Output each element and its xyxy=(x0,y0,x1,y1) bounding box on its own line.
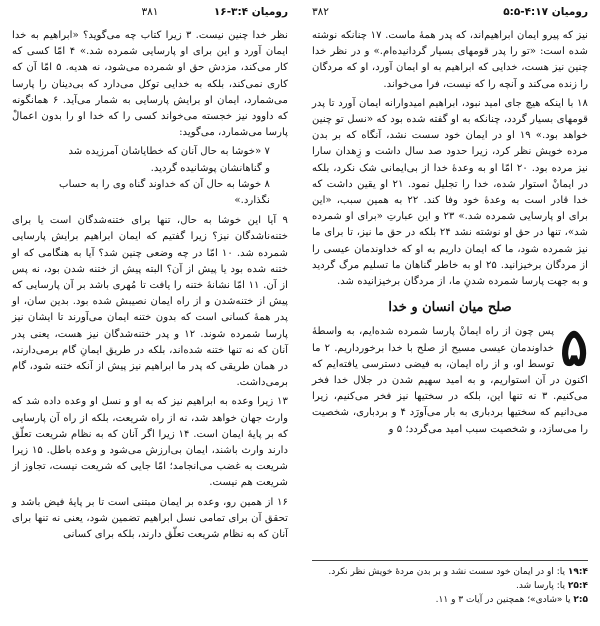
section-heading: صلح میان انسان و خدا xyxy=(388,300,512,316)
paragraph: نظر خدا چنین نیست. ۳ زیرا کتاب چه می‌گوید؟ «ابراهیم به خدا ایمان آورد و این برای او پارسایی شمرده شد.» ۴ امّا کسی که کار می‌کند، مزدش حق او شمرده می‌شود، نه هدیه. ۵ امّا آن که کاری نمی‌کند، بلکه به خدایی توکل می‌دارد که بی‌دینان را پارسا می‌شمارد، ایمان او برایش پارسایی به شمار می‌آید. ۶ همانگونه که داوود نیز خجسته می‌خواند کسی را که خدا او را بدون اعمالْ پارسا می‌شمارد، می‌گوید: xyxy=(12,30,288,139)
text-column xyxy=(12,28,288,546)
running-head: رومیان ۴:۱۷-۵:۵ xyxy=(503,6,588,18)
paragraph: ۱۳ زیرا وعده به ابراهیم نیز که به او و نسل او وعده داده شد که وارث جهان خواهد شد، نه از راه شریعت، بلکه از راه آن پارسایی که بر پایهٔ ایمان است. ۱۴ زیرا اگر آنان که به نظام شریعت تعلّق دارند وارث باشند، ایمان بی‌ارزش می‌شود و وعده باطل. ۱۵ زیرا شریعت به غضب می‌انجامد؛ امّا جایی که شریعت نیست، تجاوز از شریعت هم نیست. xyxy=(12,396,288,489)
page-number: ۳۸۱ xyxy=(141,6,159,18)
paragraph: نیز که پیرو ایمان ابراهیم‌اند، که پدر همهٔ ماست. ۱۷ چنانکه نوشته شده است: «تو را پدر قومهای بسیار گردانیده‌ام.» و در نظر خدا چنین نیز هست، خدایی که ابراهیم به او ایمان آورد، او که مردگان را زنده می‌کند و آنچه را که نیست، فرا می‌خواند. xyxy=(312,30,589,90)
footnote: ۲:۵ یا «شادی»؛ همچنین در آیات ۳ و ۱۱. xyxy=(435,595,588,605)
footnote: ۱۹:۴ یا: او در ایمان خود سست نشد و بر بدن مردهٔ خویش نظر نکرد. xyxy=(328,567,588,577)
chapter-number-dropcap: ۵ xyxy=(560,317,588,379)
poetry-line: و گناهانشان پوشانیده گردید. xyxy=(150,162,270,174)
footnote-rule xyxy=(312,560,588,561)
paragraph: ۱۸ با اینکه هیچ جای امید نبود، ابراهیم امیدوارانه ایمان آورد تا پدر قومهای بسیار گردد، چنانکه به او گفته شده بود که «نسل تو چنین خواهد بود.» ۱۹ او در ایمان خود سست نشد، آنگاه که بر بدن مرده خویش نظر کرد، زیرا حدود صد سال داشت و زِهدان سارا نیز مرده بود. ۲۰ امّا او به وعدهٔ خدا از بی‌ایمانی شک نکرد، بلکه در ایمانْ استوار شده، خدا را تجلیل نمود. ۲۱ او یقین داشت که خدا قادر است به وعدهٔ خود وفا کند. ۲۲ به همین سبب، «این برای او پارسایی شمرده شد.» ۲۳ و این عبارتِ «برای او شمرده شد»، تنها در حق او نوشته نشد ۲۴ بلکه در حق ما نیز، تا برای ما نیز شمرده شود، ما که ایمان داریم به او که خداوندمان عیسی را از مردگان برخیزانید. ۲۵ او به خاطر گناهان ما تسلیم مرگ گردید و به جهت پارسا شمرده شدنِ ما، از مردگان برخیزانیده شد. xyxy=(312,97,589,288)
text-column xyxy=(312,28,588,441)
page-header xyxy=(12,6,288,22)
poetry-line: ۷ «خوشا به حال آنان که خطایاشان آمرزیده شد xyxy=(68,146,270,158)
poetry-line: ۸ خوشا به حال آن که خداوند گناه وی را به حساب xyxy=(59,178,270,190)
paragraph: ۹ آیا این خوشا به حال، تنها برای ختنه‌شدگان است یا برای ختنه‌ناشدگان نیز؟ زیرا گفتیم که ایمان ابراهیم برایش پارسایی شمرده شد. ۱۰ امّا در چه وضعی چنین شد؟ آیا به هنگامی که او ختنه شده بود یا پیش از آن؟ البته پیش از ختنه شدن بود، نه پس از آن. ۱۱ امّا نشانهٔ ختنه را یافت تا مُهری باشد بر آن پارسایی که پیش از ختنه‌شدن و از راه ایمان نصیبش شده بود. بدین سان، او پدر همهٔ کسانی است که بدون ختنه ایمان می‌آورند تا ایشان نیز پارسا شمرده شوند. ۱۲ و پدر ختنه‌شدگان نیز هست، یعنی پدر آنان که نه تنها ختنه شده‌اند، بلکه در طریق ایمانِ گام برمی‌دارند، در همان طریقی که پدر ما ابراهیم نیز پیش از آنکه ختنه شود، گام برمی‌داشت. xyxy=(12,215,288,389)
paragraph: پس چون از راه ایمانْ پارسا شمرده شده‌ایم، به واسطهٔ خداوندمان عیسی مسیح از صلح با خدا برخورداریم. ۲ ما توسط او، و از راه ایمان، به فیضی دسترسی یافته‌ایم که اکنون در آن استواریم، و به امید سهیم شدن در جلال خدا فخر می‌کنیم. ۳ نه تنها این، بلکه در سختیها نیز فخر می‌کنیم، زیرا می‌دانیم که سختیها بردباری به بار می‌آورَد ۴ و بردباری، شخصیت را می‌سازد، و شخصیت سبب امید می‌گردد؛ ۵ و xyxy=(312,326,588,435)
page-header xyxy=(312,6,588,22)
chapter-start xyxy=(312,317,588,437)
page-number: ۳۸۲ xyxy=(312,6,329,18)
footnotes xyxy=(312,560,588,607)
page-382 xyxy=(300,0,600,626)
poetry-quote xyxy=(12,144,270,209)
poetry-line: نگذارد.» xyxy=(234,195,270,207)
footnote: ۲۵:۴ یا: پارسا شد. xyxy=(516,581,588,591)
running-head: رومیان ۳:۴-۱۶ xyxy=(213,6,288,18)
paragraph: ۱۶ از همین رو، وعده بر ایمان مبتنی است تا بر پایهٔ فیض باشد و تحقق آن برای تمامی نسل ابراهیم تضمین شود، یعنی نه تنها برای آنان که به نظام شریعت تعلّق دارند، بلکه برای کسانی xyxy=(12,496,288,541)
